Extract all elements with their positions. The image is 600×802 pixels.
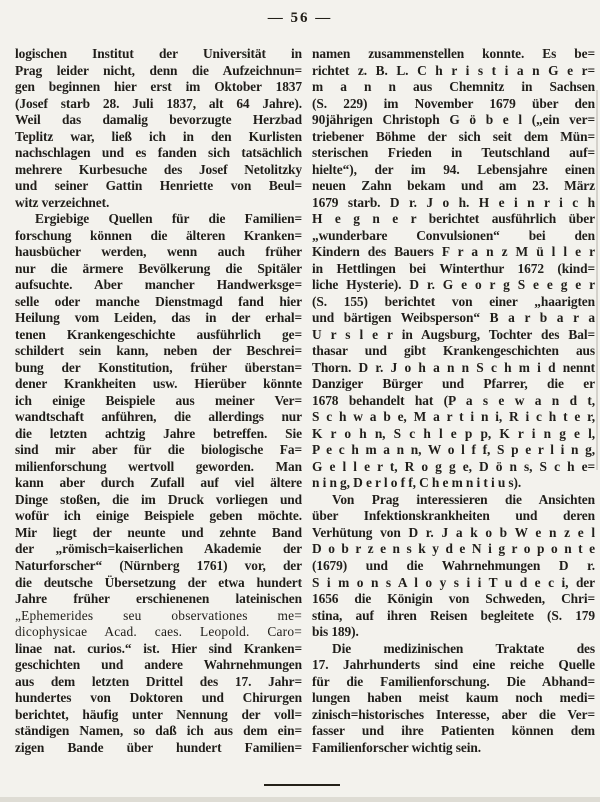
right-column xyxy=(312,46,595,756)
text-line: triebener Böhme der sich seit dem Mün= xyxy=(312,128,595,144)
text-line: wofür ich einige Beispiele geben möchte. xyxy=(15,508,302,524)
text-line: liche Hysterie). D r. G e o r g S e e g e r xyxy=(312,277,595,293)
text-line: über Infektionskrankheiten und deren xyxy=(312,508,595,524)
text-line: 1656 die Königin von Schweden, Chri= xyxy=(312,591,595,607)
text-line: Teplitz war, ließ ich in den Kurlisten xyxy=(15,128,302,144)
left-column xyxy=(15,46,302,756)
text-line: fasser und ihre Patienten können dem xyxy=(312,723,595,739)
text-line: dener Krankheiten usw. Hierüber könnte xyxy=(15,376,302,392)
text-line: die letzten achtzig Jahre betreffen. Sie xyxy=(15,425,302,441)
text-line: Verhütung von D r. J a k o b W e n z e l xyxy=(312,524,595,540)
text-line: 17. Jahrhunderts sind eine reiche Quelle xyxy=(312,657,595,673)
text-line: hielte“), der im 94. Lebensjahre einen xyxy=(312,161,595,177)
text-line: und bärtigen Weibsperson“ B a r b a r a xyxy=(312,310,595,326)
text-line: witz verzeichnet. xyxy=(15,194,110,210)
text-line: gen beginnen hier erst im Oktober 1837 xyxy=(15,79,302,95)
text-line: H e g n e r berichtet ausführlich über xyxy=(312,211,595,227)
text-line: aus dem letzten Drittel des 17. Jahr= xyxy=(15,673,302,689)
text-line: K r o h n, S c h l e p p, K r i n g e l, xyxy=(312,425,595,441)
text-line: in Hettlingen bei Winterthur 1672 (kind= xyxy=(312,260,595,276)
text-line: schildert sein kann, neben der Beschrei= xyxy=(15,343,302,359)
text-line: P e c h m a n n, W o l f f, S p e r l i n g, xyxy=(312,442,595,458)
text-line: richtet z. B. L. C h r i s t i a n G e r= xyxy=(312,62,595,78)
text-line: ich einige Beispiele aus meiner Ver= xyxy=(15,392,302,408)
text-line: mehrere Kurbesuche des Josef Netolitzky xyxy=(15,161,302,177)
text-line: Prag leider nicht, denn die Aufzeichnun= xyxy=(15,62,302,78)
text-line: Ergiebige Quellen für die Familien= xyxy=(35,211,302,227)
text-line: „Ephemerides seu observationes me= xyxy=(15,607,302,623)
text-line: (S. 229) im November 1679 über den xyxy=(312,95,595,111)
text-line: 90jährigen Christoph G ö b e l („ein ver= xyxy=(312,112,595,128)
text-line: linae nat. curios.“ ist. Hier sind Kranken= xyxy=(15,640,302,656)
text-line: D o b r z e n s k y d e N i g r o p o n t e xyxy=(312,541,595,557)
text-line: der „römisch=kaiserlichen Akademie der xyxy=(15,541,302,557)
text-line: hausbücher werden, wenn auch früher xyxy=(15,244,302,260)
text-line: forschung können die älteren Kranken= xyxy=(15,227,302,243)
text-line: zigen Bande über hundert Familien= xyxy=(15,739,302,755)
end-of-article-rule xyxy=(264,784,340,786)
text-line: neuen Zahn bekam und am 23. März xyxy=(312,178,595,194)
text-line: bung der Konstitution, früher überstan= xyxy=(15,359,302,375)
text-line: tenen Krankengeschichte ausführlich ge= xyxy=(15,326,302,342)
text-line: 1679 starb. D r. J o h. H e i n r i c h xyxy=(312,194,595,210)
text-line: aufsuchte. Aber mancher Handwerksge= xyxy=(15,277,302,293)
text-line: Dinge stoßen, die im Druck vorliegen und xyxy=(15,491,302,507)
text-line: nachschlagen und es fanden sich tatsächlich xyxy=(15,145,302,161)
text-line: nur die ärmere Bevölkerung die Spitäler xyxy=(15,260,302,276)
text-line: Naturforscher“ (Nürnberg 1761) vor, der xyxy=(15,557,302,573)
text-line: berichtet, häufig unter Nennung der voll= xyxy=(15,706,302,722)
scan-edge-shadow xyxy=(0,797,600,802)
text-line: Thorn. D r. J o h a n n S c h m i d nennt xyxy=(312,359,595,375)
text-line: kann aber durch Zufall auf viel ältere xyxy=(15,475,302,491)
text-line: S i m o n s A l o y s i i T u d e c i, der xyxy=(312,574,595,590)
text-line: Jahre früher erschienenen lateinischen xyxy=(15,591,302,607)
text-line: n i n g, D e r l o f f, C h e m n i t i u s). xyxy=(312,475,522,491)
text-line: Von Prag interessieren die Ansichten xyxy=(332,491,595,507)
text-line: Die medizinischen Traktate des xyxy=(332,640,595,656)
scan-artifact-line xyxy=(596,90,598,470)
text-line: und seiner Gattin Henriette von Beul= xyxy=(15,178,302,194)
text-line: die deutsche Übersetzung der etwa hundert xyxy=(15,574,302,590)
text-line: geschichten und andere Wahrnehmungen xyxy=(15,657,302,673)
text-line: U r s l e r in Augsburg, Tochter des Bal= xyxy=(312,326,595,342)
text-line: S c h w a b e, M a r t i n i, R i c h t e r, xyxy=(312,409,595,425)
text-line: sind mir aber für die biologische Fa= xyxy=(15,442,302,458)
text-line: ständigen Namen, so daß ich aus dem ein= xyxy=(15,723,302,739)
text-line: zinisch=historisches Interesse, aber die Ver= xyxy=(312,706,595,722)
text-line: für die Familienforschung. Die Abhand= xyxy=(312,673,595,689)
text-line: (1679) und die Wahrnehmungen D r. xyxy=(312,557,595,573)
text-line: sterischen Frieden in Teutschland auf= xyxy=(312,145,595,161)
text-line: namen zusammenstellen konnte. Es be= xyxy=(312,46,595,61)
text-line: wandtschaft anführen, die allerdings nur xyxy=(15,409,302,425)
text-line: logischen Institut der Universität in xyxy=(15,46,302,61)
text-line: Heilung vom Leiden, das in der erhal= xyxy=(15,310,302,326)
page-number: — 56 — xyxy=(267,10,333,26)
text-line: thasar und gibt Krankengeschichten aus xyxy=(312,343,595,359)
text-line: stina, auf ihren Reisen begleitete (S. 179 xyxy=(312,607,595,623)
text-line: 1678 behandelt hat (P a s e w a n d t, xyxy=(312,392,595,408)
text-line: lungen haben meist kaum noch medi= xyxy=(312,690,595,706)
text-line: milienforschung wertvoll geworden. Man xyxy=(15,458,302,474)
text-line: Familienforscher wichtig sein. xyxy=(312,739,481,755)
text-line: (Josef starb 28. Juli 1837, alt 64 Jahre). xyxy=(15,95,302,111)
text-line: selle oder manche Dienstmagd fand hier xyxy=(15,293,302,309)
text-line: Danziger Bürger und Pfarrer, die er xyxy=(312,376,595,392)
text-line: bis 189). xyxy=(312,624,359,640)
text-line: Mir liegt der neunte und zehnte Band xyxy=(15,524,302,540)
text-line: „wunderbare Convulsionen“ bei den xyxy=(312,227,595,243)
text-columns xyxy=(15,46,595,756)
text-line: G e l l e r t, R o g g e, D ö n s, S c h e= xyxy=(312,458,595,474)
text-line: Weil das damalig bevorzugte Herzbad xyxy=(15,112,302,128)
text-line: Kindern des Bauers F r a n z M ü l l e r xyxy=(312,244,595,260)
text-line: (S. 155) berichtet von einer „haarigten xyxy=(312,293,595,309)
text-line: m a n n aus Chemnitz in Sachsen xyxy=(312,79,595,95)
text-line: dicophysicae Acad. caes. Leopold. Caro= xyxy=(15,624,302,640)
text-line: hundertes von Doktoren und Chirurgen xyxy=(15,690,302,706)
